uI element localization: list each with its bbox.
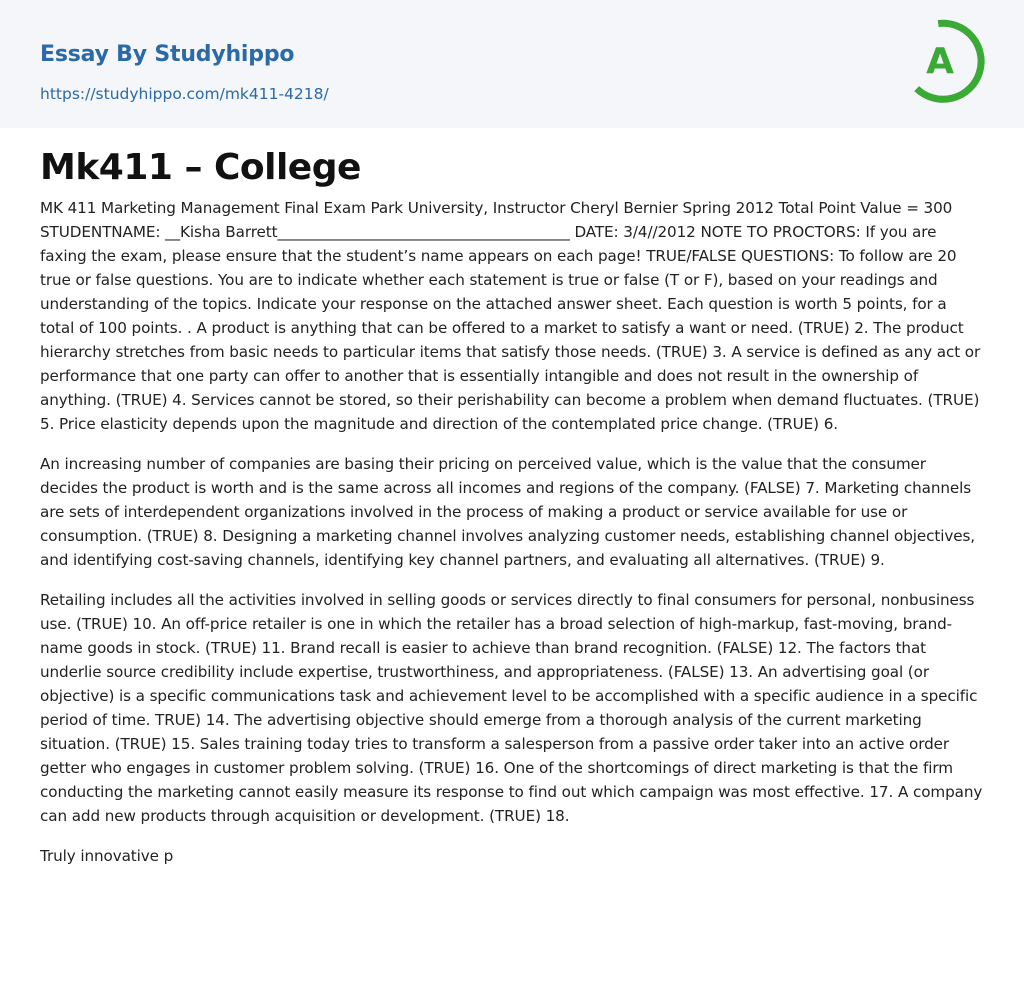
essay-paragraph-3: Retailing includes all the activities involved in selling goods or services directly to final consumers for personal, nonbusiness use. (TRUE) 10. An off-price retailer is one in which the retailer has a broad selection of high-markup, fast-moving, brand-name goods in stock. (TRUE) 11. Brand recall is easier to achieve than brand recognition. (FALSE) 12. The factors that underlie source credibility include expertise, trustworthiness, and appropriateness. (FALSE) 13. An advertising goal (or objective) is a specific communications task and achievement level to be accomplished with a specific audience in a specific period of time. TRUE) 14. The advertising objective should emerge from a thorough analysis of the current marketing situation. (TRUE) 15. Sales training today tries to transform a salesperson from a passive order taker into an active order getter who engages in customer problem solving. (TRUE) 16. One of the shortcomings of direct marketing is that the firm conducting the marketing cannot easily measure its response to find out which campaign was most effective. 17. A company can add new products through acquisition or development. (TRUE) 18. bbox=[40, 591, 983, 825]
site-header bbox=[0, 0, 1024, 128]
essay-url-link[interactable]: https://studyhippo.com/mk411-4218/ bbox=[40, 85, 329, 103]
essay-paragraph-4: Truly innovative p bbox=[40, 847, 174, 865]
essay-paragraph-2: An increasing number of companies are basing their pricing on perceived value, which is the value that the consumer decides the product is worth and is the same across all incomes and regions of the company. (FALSE) 7. Marketing channels are sets of interdependent organizations involved in the process of making a product or service available for use or consumption. (TRUE) 8. Designing a marketing channel involves analyzing customer needs, establishing channel objectives, and identifying cost-saving channels, identifying key channel partners, and evaluating all alternatives. (TRUE) 9. bbox=[40, 455, 976, 569]
essay-paragraph-1: MK 411 Marketing Management Final Exam Park University, Instructor Cheryl Bernier Spring 2012 Total Point Value = 300 STUDENTNAME: __Kisha Barrett_______________________________________ DATE: 3/4//2012 NOTE TO PROCTORS: If you are faxing the exam, please ensure that the student’s name appears on each page! TRUE/FALSE QUESTIONS: To follow are 20 true or false questions. You are to indicate whether each statement is true or false (T or F), based on your readings and understanding of the topics. Indicate your response on the attached answer sheet. Each question is worth 5 points, for a total of 100 points. . A product is anything that can be offered to a market to satisfy a want or need. (TRUE) 2. The product hierarchy stretches from basic needs to particular items that satisfy those needs. (TRUE) 3. A service is defined as any act or performance that one party can offer to another that is essentially intangible and does not result in the ownership of anything. (TRUE) 4. Services cannot be stored, so their perishability can become a problem when demand fluctuates. (TRUE) 5. Price elasticity depends upon the magnitude and direction of the contemplated price change. (TRUE) 6. bbox=[40, 199, 981, 433]
studyhippo-logo-icon[interactable] bbox=[902, 18, 988, 104]
logo-letter: A bbox=[926, 41, 954, 82]
brand-title[interactable]: Essay By Studyhippo bbox=[40, 42, 295, 67]
page-title: Mk411 – College bbox=[40, 147, 361, 188]
essay-content bbox=[40, 140, 984, 884]
